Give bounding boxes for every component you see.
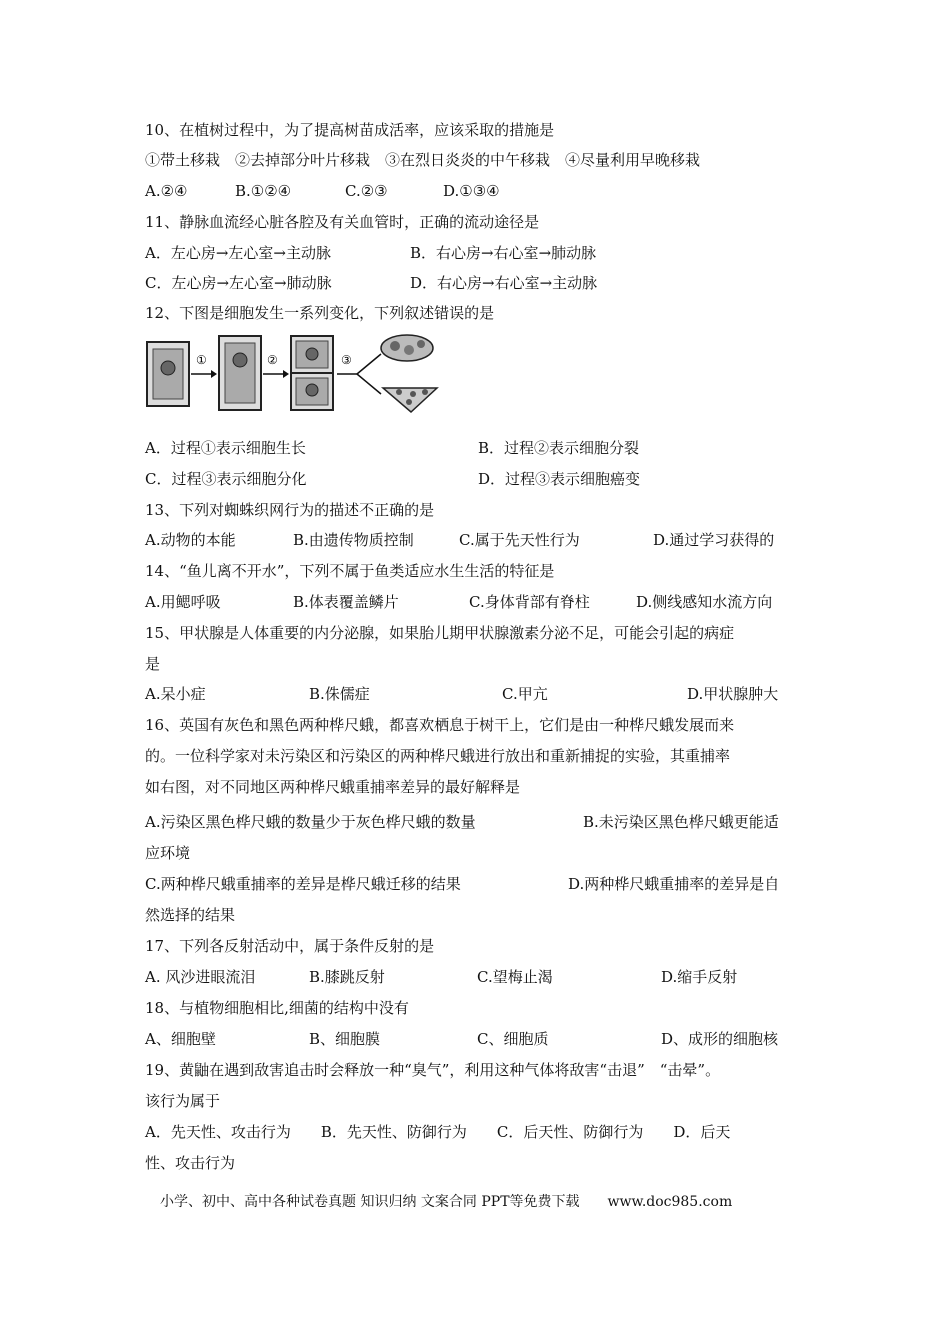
q13-options [145, 530, 825, 550]
q14-option-d: D.侧线感知水流方向 [636, 593, 773, 611]
q14-options [145, 592, 825, 612]
q10-options [145, 181, 825, 201]
q14-option-c: C.身体背部有脊柱 [469, 593, 590, 611]
q19-stem-line2: 该行为属于 [145, 1092, 221, 1110]
q17-stem: 17、下列各反射活动中，属于条件反射的是 [145, 937, 435, 955]
q17-option-b: B.膝跳反射 [309, 968, 385, 986]
q13-option-a: A.动物的本能 [145, 531, 236, 549]
q15-option-b: B.侏儒症 [309, 685, 370, 703]
page-footer: 小学、初中、高中各种试卷真题 知识归纳 文案合同 PPT等免费下载 www.doc985.com [160, 1194, 733, 1210]
q18-option-d: D、成形的细胞核 [661, 1030, 779, 1048]
q11-option-a: A．左心房→左心室→主动脉 [145, 244, 331, 262]
q16-option-c: C.两种桦尺蛾重捕率的差异是桦尺蛾迁移的结果 [145, 875, 461, 893]
cell-change-figure [145, 332, 445, 416]
q13-option-d: D.通过学习获得的 [653, 531, 775, 549]
q18-option-b: B、细胞膜 [309, 1030, 381, 1048]
q16-stem-line1: 16、英国有灰色和黑色两种桦尺蛾，都喜欢栖息于树干上，它们是由一种桦尺蛾发展而来 [145, 716, 735, 734]
q16-option-d: D.两种桦尺蛾重捕率的差异是自 [568, 875, 780, 893]
q19-stem-line1: 19、黄鼬在遇到敌害追击时会释放一种“臭气”，利用这种气体将敌害“击退” “击晕”。 [145, 1061, 721, 1079]
q16-option-d-cont: 然选择的结果 [145, 906, 236, 924]
q15-stem-line1: 15、甲状腺是人体重要的内分泌腺，如果胎儿期甲状腺激素分泌不足，可能会引起的病症 [145, 624, 735, 642]
label-1: ① [196, 353, 207, 367]
q10-stem: 10、在植树过程中，为了提高树苗成活率，应该采取的措施是 [145, 121, 555, 139]
q12-option-b: B．过程②表示细胞分裂 [478, 439, 640, 457]
q19-options-line2: 性、攻击行为 [145, 1154, 236, 1172]
q18-stem: 18、与植物细胞相比,细菌的结构中没有 [145, 999, 409, 1017]
q11-option-d: D．右心房→右心室→主动脉 [410, 274, 598, 292]
q11-options-row2 [145, 273, 825, 293]
q10-option-b: B.①②④ [235, 182, 292, 200]
q15-options [145, 684, 825, 704]
q16-stem-line2: 的。一位科学家对未污染区和污染区的两种桦尺蛾进行放出和重新捕捉的实验，其重捕率 [145, 747, 731, 765]
q10-option-c: C.②③ [345, 182, 388, 200]
q12-options-row2 [145, 469, 825, 489]
label-2: ② [267, 353, 278, 367]
q17-option-d: D.缩手反射 [661, 968, 738, 986]
q16-option-b: B.未污染区黑色桦尺蛾更能适 [583, 813, 779, 831]
q15-option-a: A.呆小症 [145, 685, 206, 703]
q13-option-b: B.由遗传物质控制 [293, 531, 414, 549]
q16-option-a: A.污染区黑色桦尺蛾的数量少于灰色桦尺蛾的数量 [145, 813, 476, 831]
q12-option-c: C．过程③表示细胞分化 [145, 470, 307, 488]
q13-stem: 13、下列对蜘蛛织网行为的描述不正确的是 [145, 501, 435, 519]
q16-options-row1 [145, 812, 825, 832]
q12-option-d: D．过程③表示细胞癌变 [478, 470, 641, 488]
q16-option-b-cont: 应环境 [145, 844, 191, 862]
q12-options-row1 [145, 438, 825, 458]
q10-statements: ①带土移栽 ②去掉部分叶片移栽 ③在烈日炎炎的中午移栽 ④尽量利用早晚移栽 [145, 151, 701, 169]
q11-options-row1 [145, 243, 825, 263]
label-3: ③ [341, 353, 352, 367]
q14-option-b: B.体表覆盖鳞片 [293, 593, 399, 611]
q18-options [145, 1029, 825, 1049]
q12-stem: 12、下图是细胞发生一系列变化，下列叙述错误的是 [145, 304, 495, 322]
q10-option-d: D.①③④ [443, 182, 500, 200]
q11-stem: 11、静脉血流经心脏各腔及有关血管时，正确的流动途径是 [145, 213, 540, 231]
q10-option-a: A.②④ [145, 182, 188, 200]
q17-option-c: C.望梅止渴 [477, 968, 553, 986]
q14-option-a: A.用鳃呼吸 [145, 593, 221, 611]
q14-stem: 14、“鱼儿离不开水”，下列不属于鱼类适应水生生活的特征是 [145, 562, 555, 580]
q17-option-a: A. 风沙进眼流泪 [145, 968, 256, 986]
q15-option-d: D.甲状腺肿大 [687, 685, 779, 703]
q16-stem-line3: 如右图，对不同地区两种桦尺蛾重捕率差异的最好解释是 [145, 778, 521, 796]
q18-option-c: C、细胞质 [477, 1030, 549, 1048]
q17-options [145, 967, 825, 987]
q11-option-b: B．右心房→右心室→肺动脉 [410, 244, 597, 262]
q16-options-row2 [145, 874, 825, 894]
q18-option-a: A、细胞壁 [145, 1030, 216, 1048]
q11-option-c: C．左心房→左心室→肺动脉 [145, 274, 332, 292]
q15-option-c: C.甲亢 [502, 685, 548, 703]
q12-option-a: A．过程①表示细胞生长 [145, 439, 306, 457]
q19-options-line1: A．先天性、攻击行为 B．先天性、防御行为 C．后天性、防御行为 D．后天 [145, 1123, 731, 1141]
q15-stem-line2: 是 [145, 655, 161, 673]
q13-option-c: C.属于先天性行为 [459, 531, 580, 549]
